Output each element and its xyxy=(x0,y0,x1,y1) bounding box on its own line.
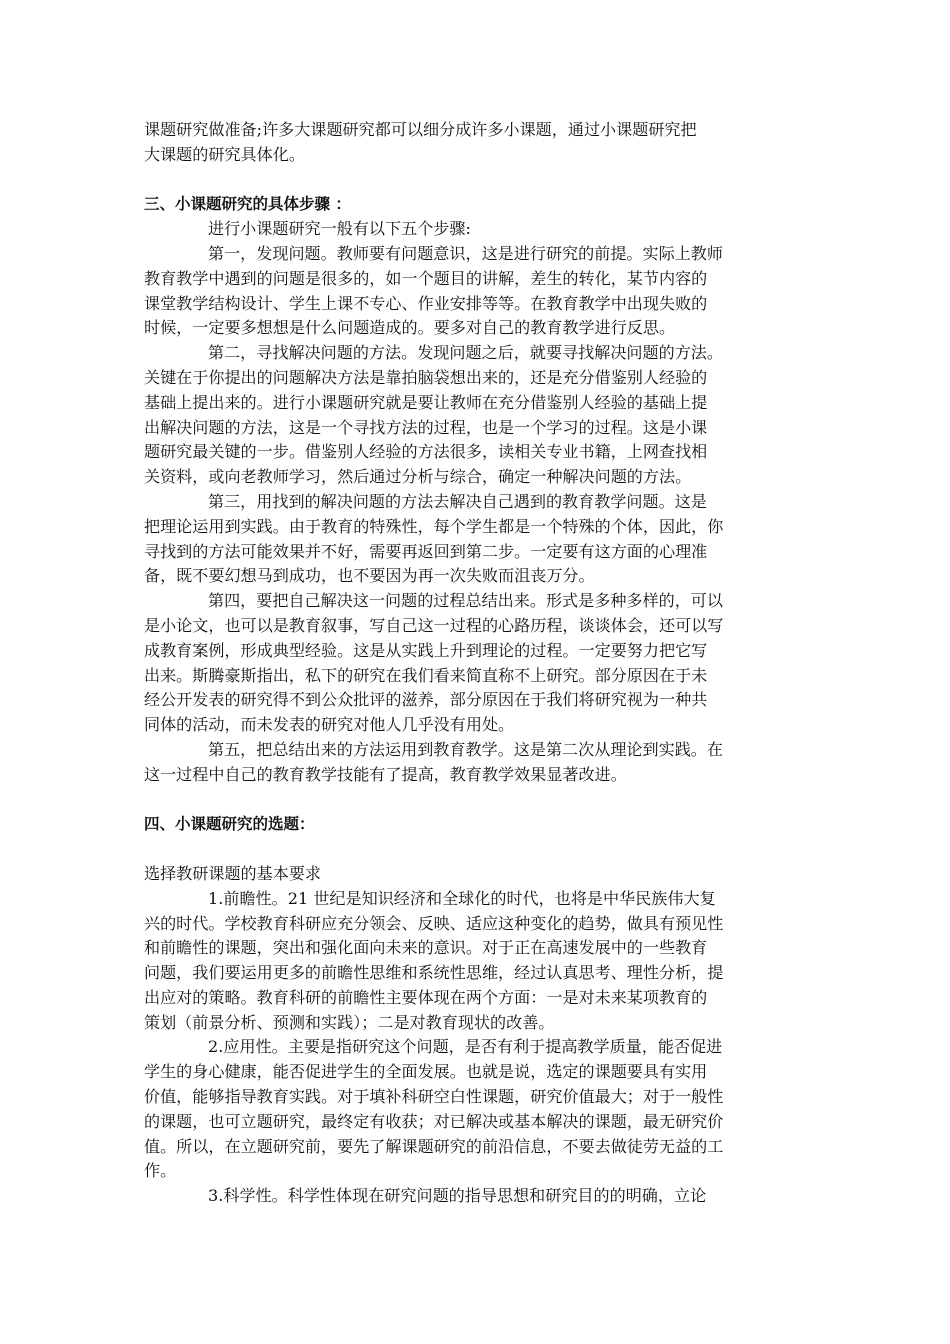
text-line: 出解决问题的方法，这是一个寻找方法的过程，也是一个学习的过程。这是小课 xyxy=(144,417,708,437)
step-4-paragraph xyxy=(144,589,808,738)
text-line: 基础上提出来的。进行小课题研究就是要让教师在充分借鉴别人经验的基础上提 xyxy=(144,392,708,412)
requirement-3-paragraph xyxy=(144,1184,808,1209)
step-5-paragraph xyxy=(144,738,808,788)
blank-line xyxy=(144,168,808,193)
text-line: 课题研究做准备;许多大课题研究都可以细分成许多小课题，通过小课题研究把 xyxy=(144,120,697,139)
section-4-subheading: 选择教研课题的基本要求 xyxy=(144,863,322,883)
text-line: 大课题的研究具体化。 xyxy=(144,144,305,164)
text-line: 作。 xyxy=(144,1161,177,1181)
text-line: 教育教学中遇到的问题是很多的，如一个题目的讲解，差生的转化，某节内容的 xyxy=(144,268,708,288)
text-line: 备，既不要幻想马到成功，也不要因为再一次失败而沮丧万分。 xyxy=(144,566,595,586)
intro-paragraph xyxy=(144,118,808,168)
text-line: 2.应用性。主要是指研究这个问题，是否有利于提高教学质量，能否促进 xyxy=(208,1037,723,1057)
text-line: 价值，能够指导教育实践。对于填补科研空白性课题，研究价值最大；对于一般性 xyxy=(144,1087,724,1107)
blank-line xyxy=(144,837,808,862)
section-3-lead: 进行小课题研究一般有以下五个步骤: xyxy=(208,219,471,239)
text-line: 时候，一定要多想想是什么问题造成的。要多对自己的教育教学进行反思。 xyxy=(144,318,676,338)
text-line: 和前瞻性的课题，突出和强化面向未来的意识。对于正在高速发展中的一些教育 xyxy=(144,938,708,958)
section-4-heading: 四、小课题研究的选题： xyxy=(144,815,315,834)
text-line: 同体的活动，而未发表的研究对他人几乎没有用处。 xyxy=(144,715,515,735)
section-3-heading: 三、小课题研究的具体步骤 ： xyxy=(144,195,351,214)
text-line: 第五，把总结出来的方法运用到教育教学。这是第二次从理论到实践。在 xyxy=(208,739,723,759)
text-line: 3.科学性。科学性体现在研究问题的指导思想和研究目的的明确，立论 xyxy=(208,1186,707,1206)
text-line: 是小论文，也可以是教育叙事，写自己这一过程的心路历程，谈谈体会，还可以写 xyxy=(144,615,724,635)
text-line: 值。所以，在立题研究前，要先了解课题研究的前沿信息，不要去做徒劳无益的工 xyxy=(144,1136,724,1156)
text-line: 关键在于你提出的问题解决方法是靠拍脑袋想出来的，还是充分借鉴别人经验的 xyxy=(144,367,708,387)
text-line: 寻找到的方法可能效果并不好，需要再返回到第二步。一定要有这方面的心理准 xyxy=(144,541,708,561)
text-line: 第四，要把自己解决这一问题的过程总结出来。形式是多种多样的，可以 xyxy=(208,591,723,611)
text-line: 关资料，或向老教师学习，然后通过分析与综合，确定一种解决问题的方法。 xyxy=(144,467,692,487)
text-line: 1.前瞻性。21 世纪是知识经济和全球化的时代，也将是中华民族伟大复 xyxy=(208,888,716,908)
text-line: 第二，寻找解决问题的方法。发现问题之后，就要寻找解决问题的方法。 xyxy=(208,343,723,363)
step-3-paragraph xyxy=(144,490,808,589)
blank-line xyxy=(144,788,808,813)
text-line: 兴的时代。学校教育科研应充分领会、反映、适应这种变化的趋势，做具有预见性 xyxy=(144,913,724,933)
document-page xyxy=(144,118,808,1209)
text-line: 学生的身心健康，能否促进学生的全面发展。也就是说，选定的课题要具有实用 xyxy=(144,1062,708,1082)
step-2-paragraph xyxy=(144,341,808,490)
text-line: 经公开发表的研究得不到公众批评的滋养，部分原因在于我们将研究视为一种共 xyxy=(144,690,708,710)
text-line: 第一，发现问题。教师要有问题意识，这是进行研究的前提。实际上教师 xyxy=(208,243,723,263)
text-line: 课堂教学结构设计、学生上课不专心、作业安排等等。在教育教学中出现失败的 xyxy=(144,293,708,313)
text-line: 题研究最关键的一步。借鉴别人经验的方法很多，读相关专业书籍，上网查找相 xyxy=(144,442,708,462)
requirement-1-paragraph xyxy=(144,887,808,1036)
text-line: 把理论运用到实践。由于教育的特殊性，每个学生都是一个特殊的个体，因此，你 xyxy=(144,516,724,536)
step-1-paragraph xyxy=(144,242,808,341)
text-line: 出应对的策略。教育科研的前瞻性主要体现在两个方面：一是对未来某项教育的 xyxy=(144,987,708,1007)
text-line: 的课题，也可立题研究，最终定有收获；对已解决或基本解决的课题，最无研究价 xyxy=(144,1111,724,1131)
text-line: 问题，我们要运用更多的前瞻性思维和系统性思维，经过认真思考、理性分析，提 xyxy=(144,963,724,983)
requirement-2-paragraph xyxy=(144,1035,808,1184)
text-line: 成教育案例，形成典型经验。这是从实践上升到理论的过程。一定要努力把它写 xyxy=(144,640,708,660)
text-line: 第三，用找到的解决问题的方法去解决自己遇到的教育教学问题。这是 xyxy=(208,491,707,511)
text-line: 策划（前景分析、预测和实践）；二是对教育现状的改善。 xyxy=(144,1012,555,1032)
text-line: 出来。斯腾豪斯指出，私下的研究在我们看来简直称不上研究。部分原因在于未 xyxy=(144,665,708,685)
text-line: 这一过程中自己的教育教学技能有了提高，教育教学效果显著改进。 xyxy=(144,764,627,784)
